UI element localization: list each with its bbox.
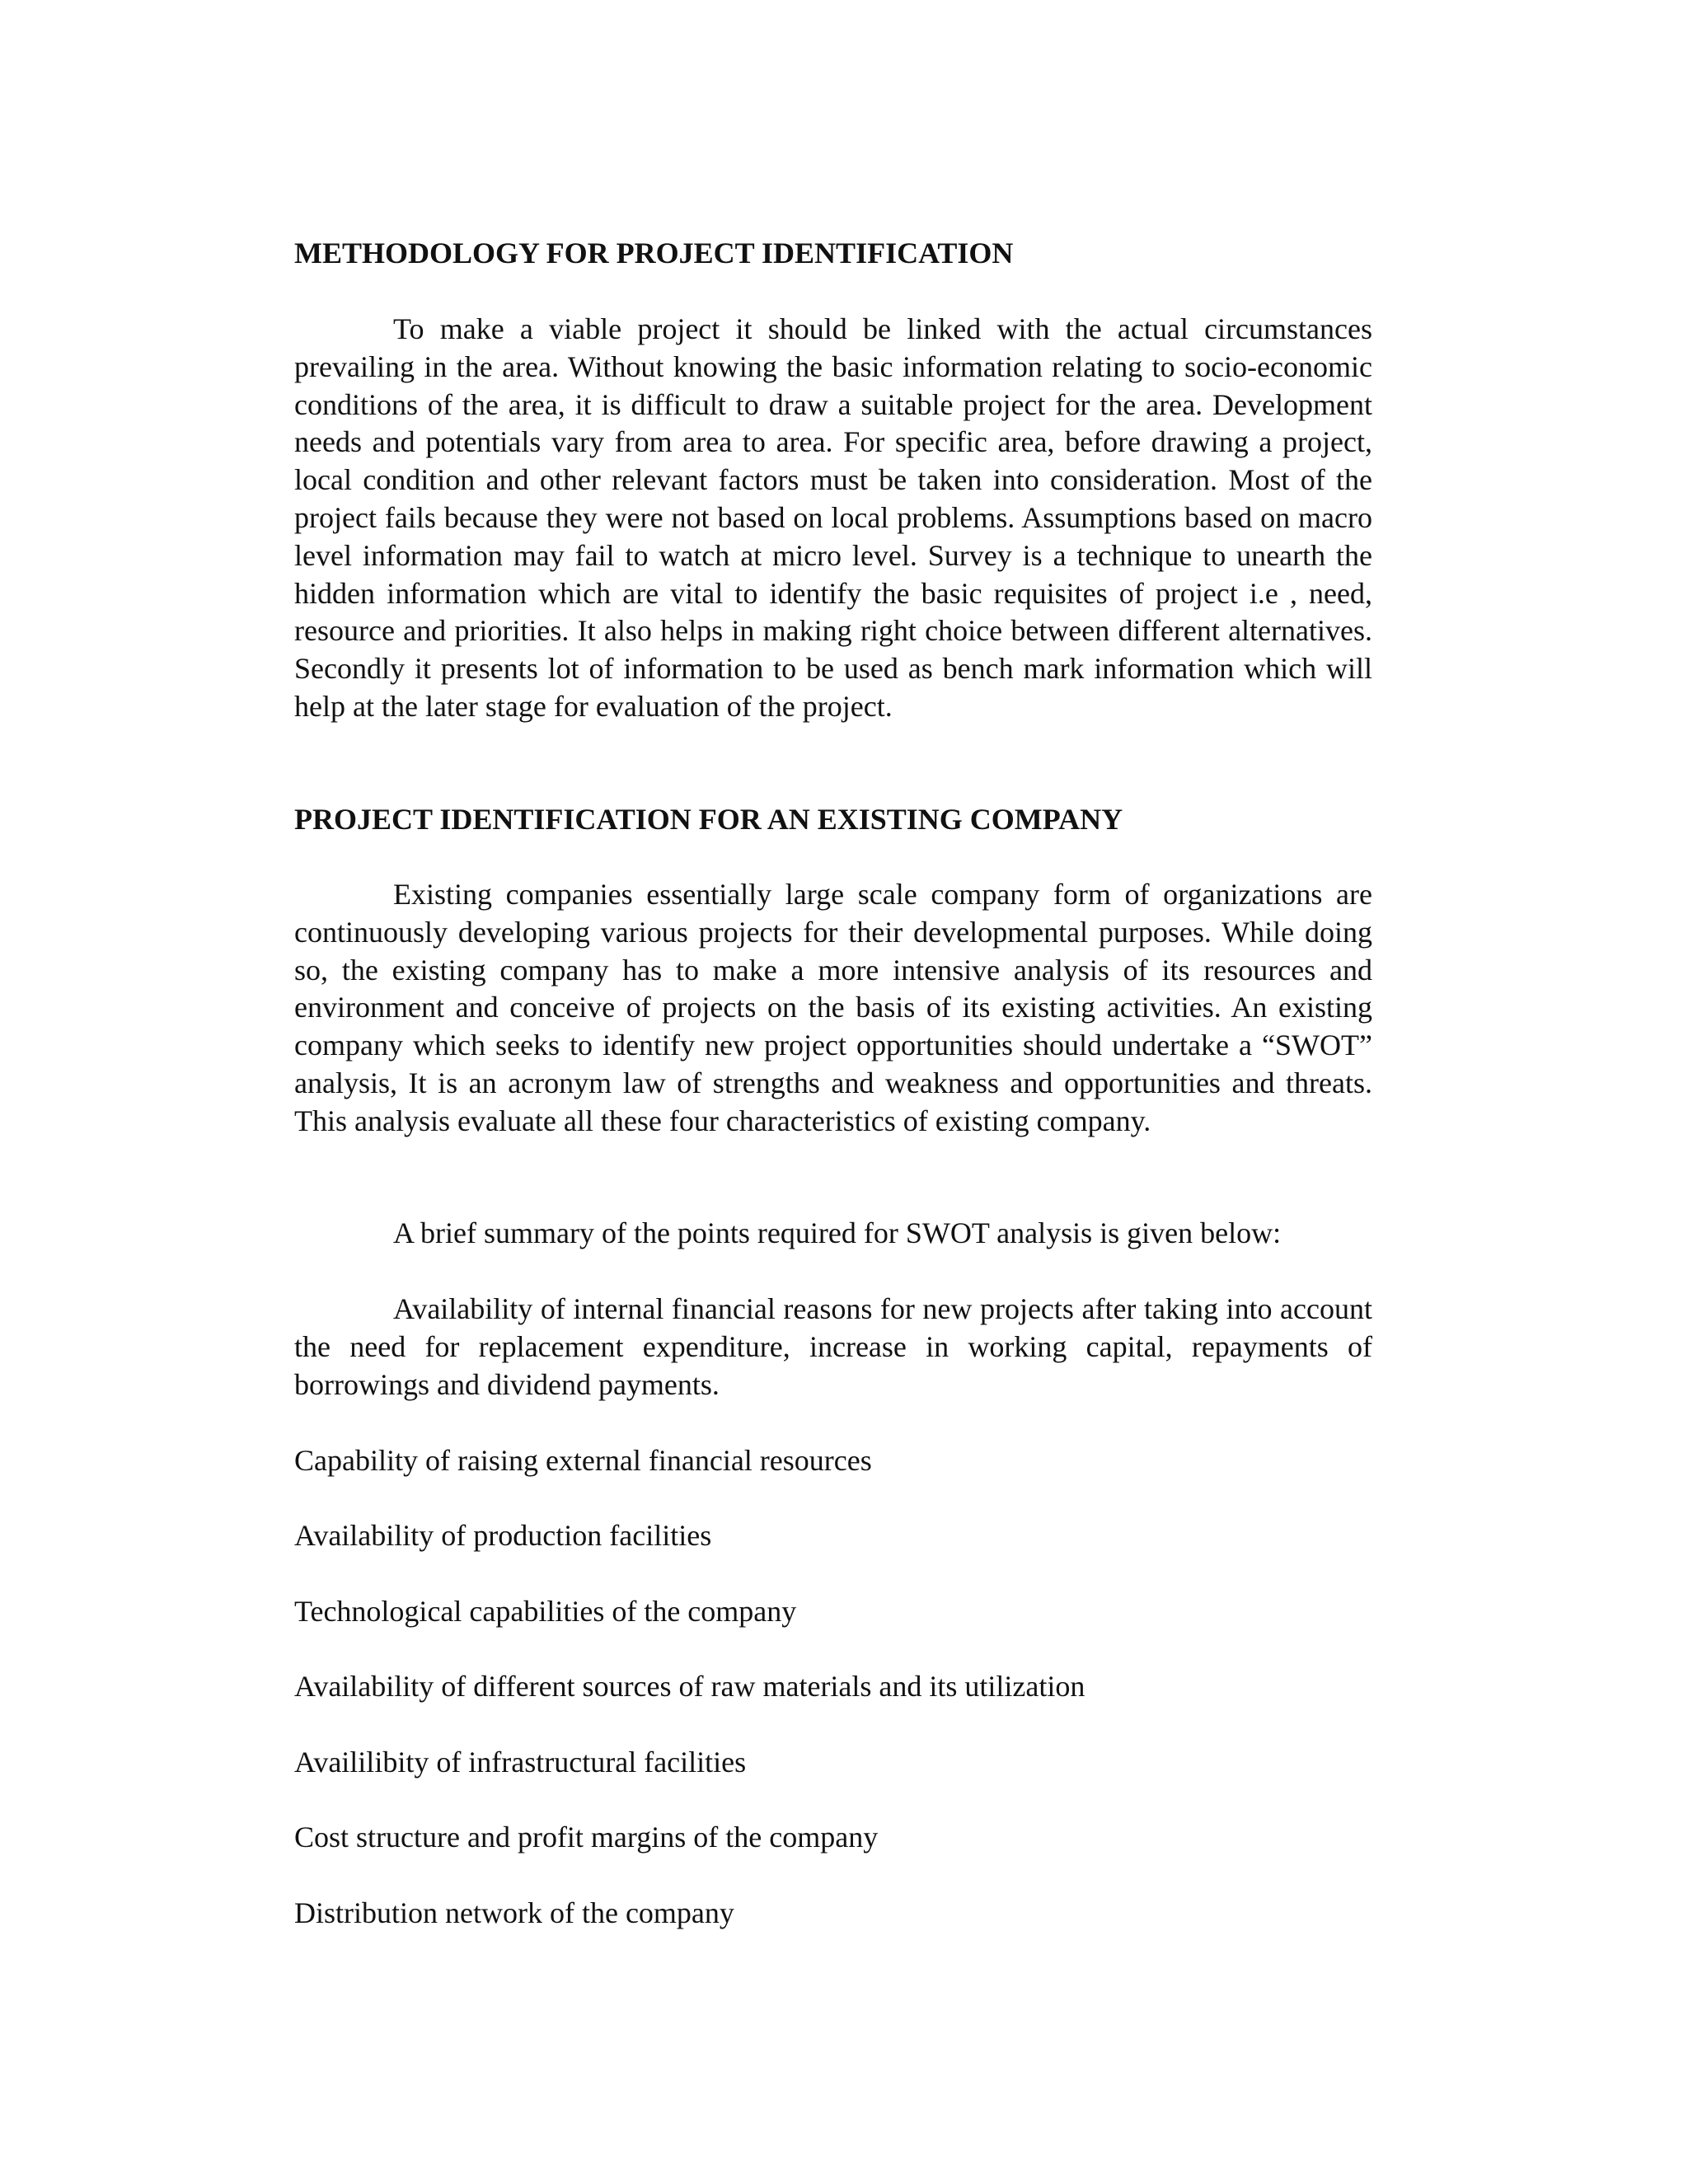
paragraph-internal-financial: Availability of internal financial reasons for new projects after taking into account the need for replacement expenditure, increase in working capital, repayments of borrowings and dividend payments. (294, 1292, 1372, 1401)
paragraph-methodology: To make a viable project it should be linked with the actual circumstances prevailing in the area. Without knowing the basic information relating to socio-economic conditions of the area, it is difficult to draw a suitable project for the area. Development needs and potentials vary from area to area. For specific area, before drawing a project, local condition and other relevant factors must be taken into consideration. Most of the project fails because they were not based on local problems. Assumptions based on macro level information may fail to watch at micro level. Survey is a technique to unearth the hidden information which are vital to identify the basic requisites of project i.e , need, resource and priorities. It also helps in making right choice between different alternatives. Secondly it presents lot of information to be used as bench mark information which will help at the later stage for evaluation of the project. (294, 312, 1372, 723)
paragraph-swot-summary: A brief summary of the points required for SWOT analysis is given below: (393, 1216, 1282, 1249)
document-page (294, 0, 1372, 2184)
heading-existing-company: PROJECT IDENTIFICATION FOR AN EXISTING COMPANY (294, 803, 1123, 836)
heading-methodology: METHODOLOGY FOR PROJECT IDENTIFICATION (294, 237, 1014, 269)
point-production-facilities: Availability of production facilities (294, 1519, 712, 1552)
point-technological-capabilities: Technological capabilities of the company (294, 1595, 797, 1628)
point-raw-materials: Availability of different sources of raw materials and its utilization (294, 1670, 1085, 1703)
paragraph-existing-company: Existing companies essentially large scale company form of organizations are continuously developing various projects for their developmental purposes. While doing so, the existing company has to make a more intensive analysis of its resources and environment and conceive of projects on the basis of its existing activities. An existing company which seeks to identify new project opportunities should undertake a “SWOT” analysis, It is an acronym law of strengths and weakness and opportunities and threats. This analysis evaluate all these four characteristics of existing company. (294, 878, 1372, 1137)
point-infrastructural-facilities: Availilibity of infrastructural facilities (294, 1746, 747, 1779)
point-cost-structure: Cost structure and profit margins of the company (294, 1821, 879, 1854)
point-external-financial: Capability of raising external financial resources (294, 1444, 872, 1477)
point-distribution-network: Distribution network of the company (294, 1896, 734, 1929)
